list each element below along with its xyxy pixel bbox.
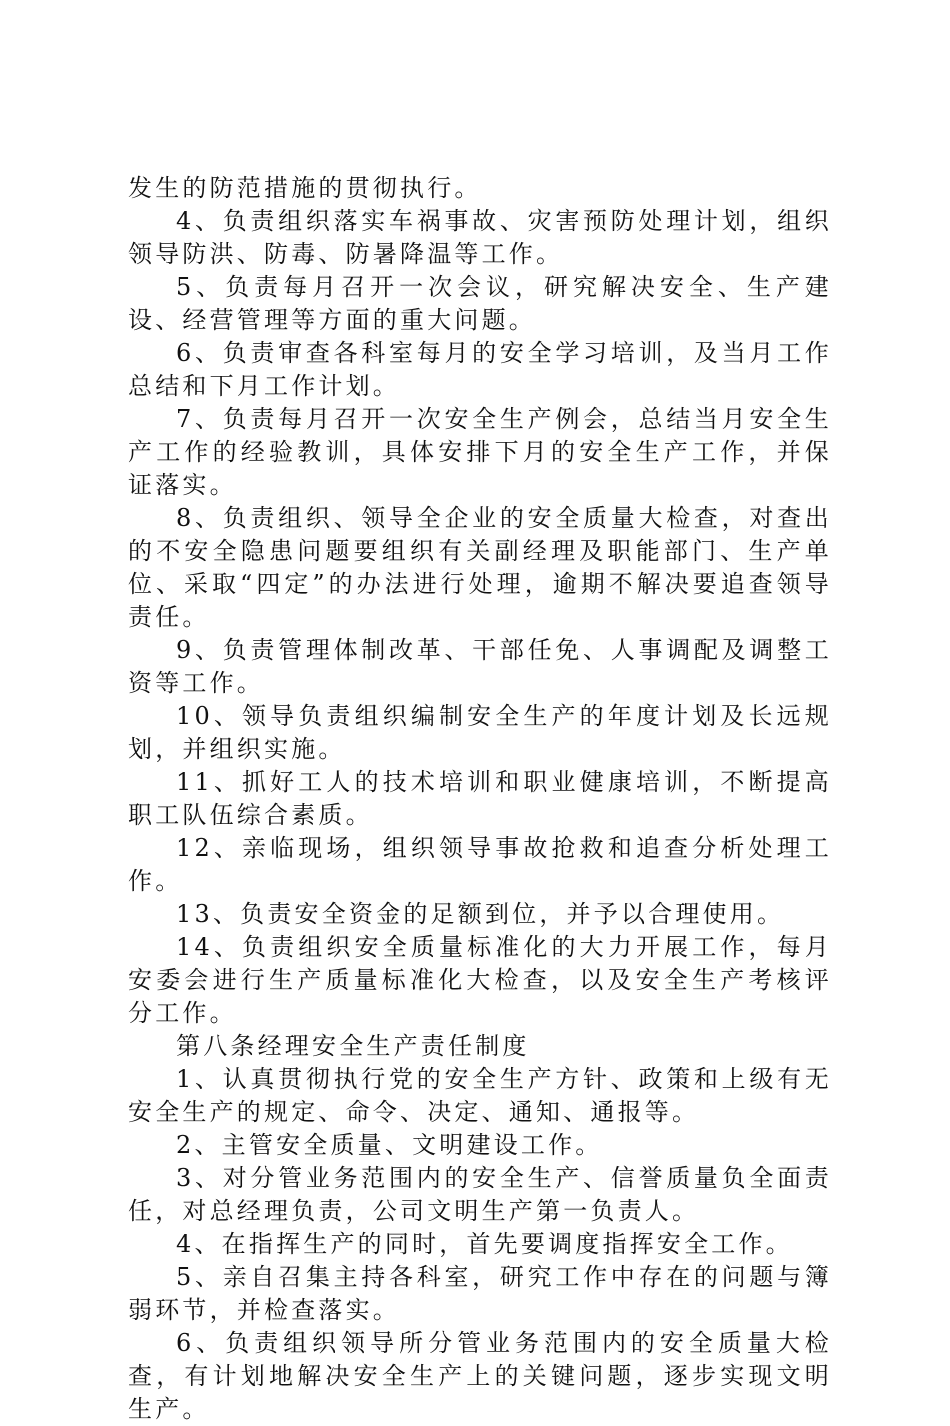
paragraph: 2、主管安全质量、文明建设工作。 (176, 1131, 603, 1159)
paragraph: 13、负责安全资金的足额到位，并予以合理使用。 (176, 900, 785, 928)
paragraph: 12、亲临现场，组织领导事故抢救和追查分析处理工作。 (128, 834, 832, 895)
paragraph: 11、抓好工人的技术培训和职业健康培训，不断提高职工队伍综合素质。 (128, 768, 832, 829)
paragraph: 4、负责组织落实车祸事故、灾害预防处理计划，组织领导防洪、防毒、防暑降温等工作。 (128, 207, 832, 268)
paragraph: 5、负责每月召开一次会议，研究解决安全、生产建设、经营管理等方面的重大问题。 (128, 273, 832, 334)
paragraph: 4、在指挥生产的同时，首先要调度指挥安全工作。 (176, 1230, 793, 1258)
paragraph: 6、负责组织领导所分管业务范围内的安全质量大检查，有计划地解决安全生产上的关键问题，逐步实现文明生产。 (128, 1329, 832, 1423)
paragraph: 10、领导负责组织编制安全生产的年度计划及长远规划，并组织实施。 (128, 702, 832, 763)
paragraph: 3、对分管业务范围内的安全生产、信誉质量负全面责任，对总经理负责，公司文明生产第一负责人。 (128, 1164, 832, 1225)
paragraph: 5、亲自召集主持各科室，研究工作中存在的问题与簿弱环节，并检查落实。 (128, 1263, 832, 1324)
paragraph: 9、负责管理体制改革、干部任免、人事调配及调整工资等工作。 (128, 636, 832, 697)
paragraph: 发生的防范措施的贯彻执行。 (128, 174, 482, 202)
document-body (128, 172, 832, 1426)
paragraph: 6、负责审查各科室每月的安全学习培训，及当月工作总结和下月工作计划。 (128, 339, 832, 400)
paragraph: 第八条经理安全生产责任制度 (176, 1032, 530, 1060)
paragraph: 8、负责组织、领导全企业的安全质量大检查，对查出的不安全隐患问题要组织有关副经理及职能部门、生产单位、采取“四定”的办法进行处理，逾期不解决要追查领导责任。 (128, 504, 832, 631)
paragraph: 7、负责每月召开一次安全生产例会，总结当月安全生产工作的经验教训，具体安排下月的安全生产工作，并保证落实。 (128, 405, 832, 499)
paragraph: 14、负责组织安全质量标准化的大力开展工作，每月安委会进行生产质量标准化大检查，以及安全生产考核评分工作。 (128, 933, 832, 1027)
paragraph: 1、认真贯彻执行党的安全生产方针、政策和上级有无安全生产的规定、命令、决定、通知、通报等。 (128, 1065, 832, 1126)
